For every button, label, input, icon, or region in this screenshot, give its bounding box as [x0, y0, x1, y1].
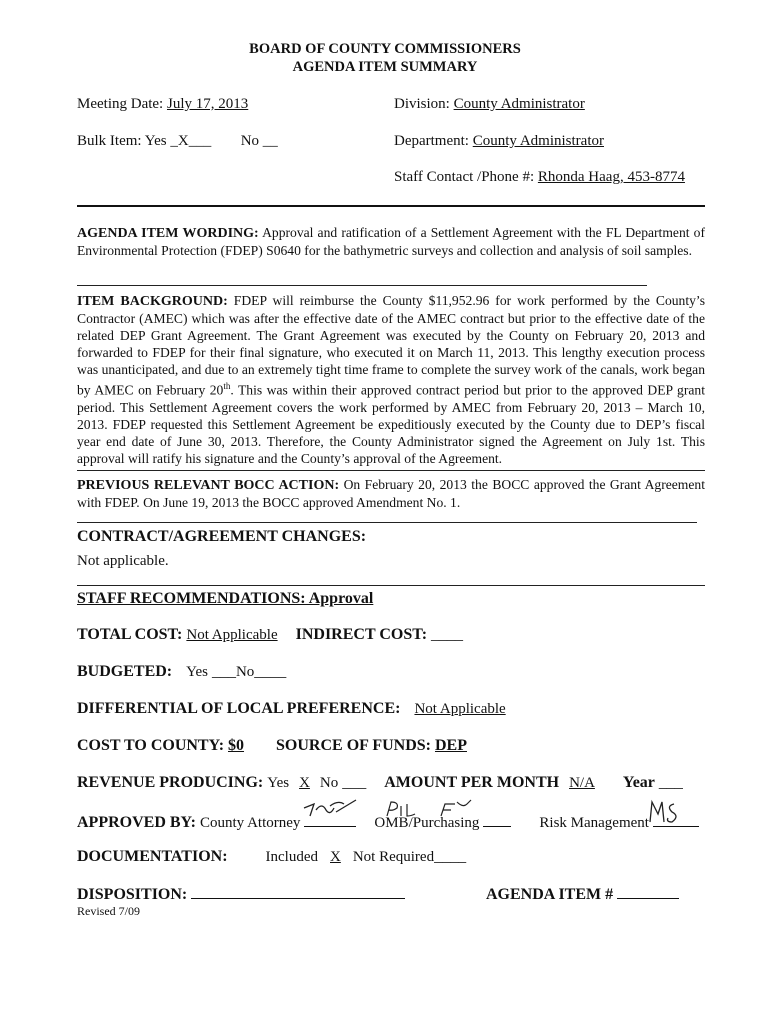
contract-changes-heading: CONTRACT/AGREEMENT CHANGES: [77, 528, 367, 545]
county-attorney-label: County Attorney [199, 815, 301, 831]
item-background [77, 292, 705, 467]
revenue-no-label: No [319, 775, 339, 791]
disposition-field [191, 884, 405, 899]
attorney-signature-icon [300, 796, 360, 822]
agenda-item-number [486, 884, 679, 904]
year-value: ___ [658, 774, 683, 791]
revised-date: Revised 7/09 [77, 904, 140, 918]
omb-purchasing-line [483, 812, 511, 827]
staff-recommendations: STAFF RECOMMENDATIONS: Approval [77, 590, 374, 607]
differential-label: DIFFERENTIAL OF LOCAL PREFERENCE: [77, 700, 401, 717]
revenue-yes-value: X [299, 775, 310, 791]
department [394, 133, 604, 150]
summary-title: AGENDA ITEM SUMMARY [292, 59, 478, 75]
division-label: Division: [394, 96, 450, 112]
board-title: BOARD OF COUNTY COMMISSIONERS [249, 41, 521, 57]
item-background-text-2: . This was within their approved contract period but prior to the approved DEP grant period. This Settlement Agreement covers the work performed by AMEC from February 20, 2013 – March 10, 2013. FDEP requested this Settlement Agreement be expeditiously executed by the County due to DEP’s fiscal year end date of June 30, 2013. Therefore, the County Administrator signed the Agreement on July 1st. This approval will ratify his signature and the County’s approval of the Agreement. [77, 382, 705, 466]
divider-4 [77, 585, 705, 586]
bulk-yes-value: _X___ [170, 133, 212, 149]
agenda-item-number-label: AGENDA ITEM # [486, 886, 614, 903]
meeting-date-label: Meeting Date: [77, 96, 164, 112]
revenue-no-value: ___ [342, 774, 367, 791]
meeting-date [77, 96, 248, 113]
staff-contact-value: Rhonda Haag, 453-8774 [537, 169, 685, 185]
included-label: Included [265, 849, 318, 865]
department-label: Department: [394, 133, 469, 149]
amount-per-month-label: AMOUNT PER MONTH [384, 774, 560, 791]
not-required-value: ____ [434, 848, 467, 865]
contract-changes-text: Not applicable. [77, 553, 169, 569]
cost-to-county-value: $0 [228, 737, 245, 754]
source-of-funds-value: DEP [434, 737, 467, 754]
bulk-yes-label: Yes [144, 133, 167, 149]
divider-1 [77, 285, 647, 286]
bulk-no-value: __ [262, 133, 278, 149]
total-cost-value: Not Applicable [186, 627, 278, 643]
bulk-item-label: Bulk Item: [77, 133, 142, 149]
budgeted-no-value: ____ [254, 663, 287, 680]
risk-signature-icon [646, 796, 692, 826]
total-cost-line [77, 626, 463, 644]
previous-action-heading: PREVIOUS RELEVANT BOCC ACTION: [77, 478, 340, 493]
revenue-yes-label: Yes [267, 775, 290, 791]
budgeted-yes-value: ___ [211, 663, 236, 680]
divider-3 [77, 522, 697, 523]
budgeted-label: BUDGETED: [77, 663, 173, 680]
documentation-line [77, 848, 466, 866]
omb-signature-icon [385, 798, 475, 822]
item-background-sup: th [223, 381, 231, 391]
documentation-label: DOCUMENTATION: [77, 848, 228, 865]
disposition-line [77, 884, 405, 904]
item-background-text-1: FDEP will reimburse the County $11,952.96 for work performed by the County’s Contractor (AMEC) which was after the effective date of the AMEC contract but prior to the effective date of the related DEP Grant Agreement. The Grant Agreement was executed by the County on February 20, 2013 and forwarded to FDEP for their final signature, who executed it on March 11, 2013. This lengthy execution process was unanticipated, and due to an extremely tight time frame to complete the survey work of the canals, work began by AMEC on February 20 [77, 293, 705, 398]
approved-by-label: APPROVED BY: [77, 814, 196, 831]
indirect-cost-label: INDIRECT COST: [295, 626, 428, 643]
agenda-item-number-field [617, 884, 679, 899]
previous-action-text: On February 20, 2013 the BOCC approved the Grant Agreement with FDEP. On June 19, 2013 the BOCC approved Amendment No. 1. [77, 477, 705, 510]
disposition-label: DISPOSITION: [77, 886, 188, 903]
differential-value: Not Applicable [414, 701, 506, 717]
budgeted-no-label: No [235, 664, 255, 680]
meeting-date-value: July 17, 2013 [166, 96, 249, 112]
divider-2 [77, 470, 705, 471]
cost-to-county-line [77, 737, 467, 755]
year-label: Year [622, 774, 655, 791]
bulk-no-label: No [240, 133, 260, 149]
omb-purchasing-label: OMB/Purchasing [374, 815, 480, 831]
previous-action [77, 476, 705, 511]
revenue-label: REVENUE PRODUCING: [77, 774, 264, 791]
budgeted-line [77, 663, 286, 681]
header-divider [77, 205, 705, 207]
source-of-funds-label: SOURCE OF FUNDS: [276, 737, 431, 754]
agenda-wording [77, 224, 705, 259]
department-value: County Administrator [472, 133, 604, 149]
bulk-item [77, 133, 278, 150]
total-cost-label: TOTAL COST: [77, 626, 183, 643]
division [394, 96, 585, 113]
included-value: X [330, 849, 341, 865]
staff-contact-label: Staff Contact /Phone #: [394, 169, 535, 185]
item-background-heading: ITEM BACKGROUND: [77, 294, 228, 309]
staff-contact [394, 169, 685, 186]
revenue-line [77, 774, 683, 792]
budgeted-yes-label: Yes [186, 664, 208, 680]
agenda-wording-heading: AGENDA ITEM WORDING: [77, 226, 259, 241]
agenda-wording-text: Approval and ratification of a Settlement Agreement with the FL Department of Environmental Protection (FDEP) S0640 for the bathymetric surveys and collection and analysis of soil samples. [77, 225, 705, 258]
differential-line [77, 700, 506, 718]
cost-to-county-label: COST TO COUNTY: [77, 737, 225, 754]
risk-management-label: Risk Management [539, 815, 649, 831]
not-required-label: Not Required [352, 849, 435, 865]
amount-per-month-value: N/A [569, 775, 595, 791]
division-value: County Administrator [453, 96, 585, 112]
indirect-cost-value: ____ [431, 626, 464, 643]
